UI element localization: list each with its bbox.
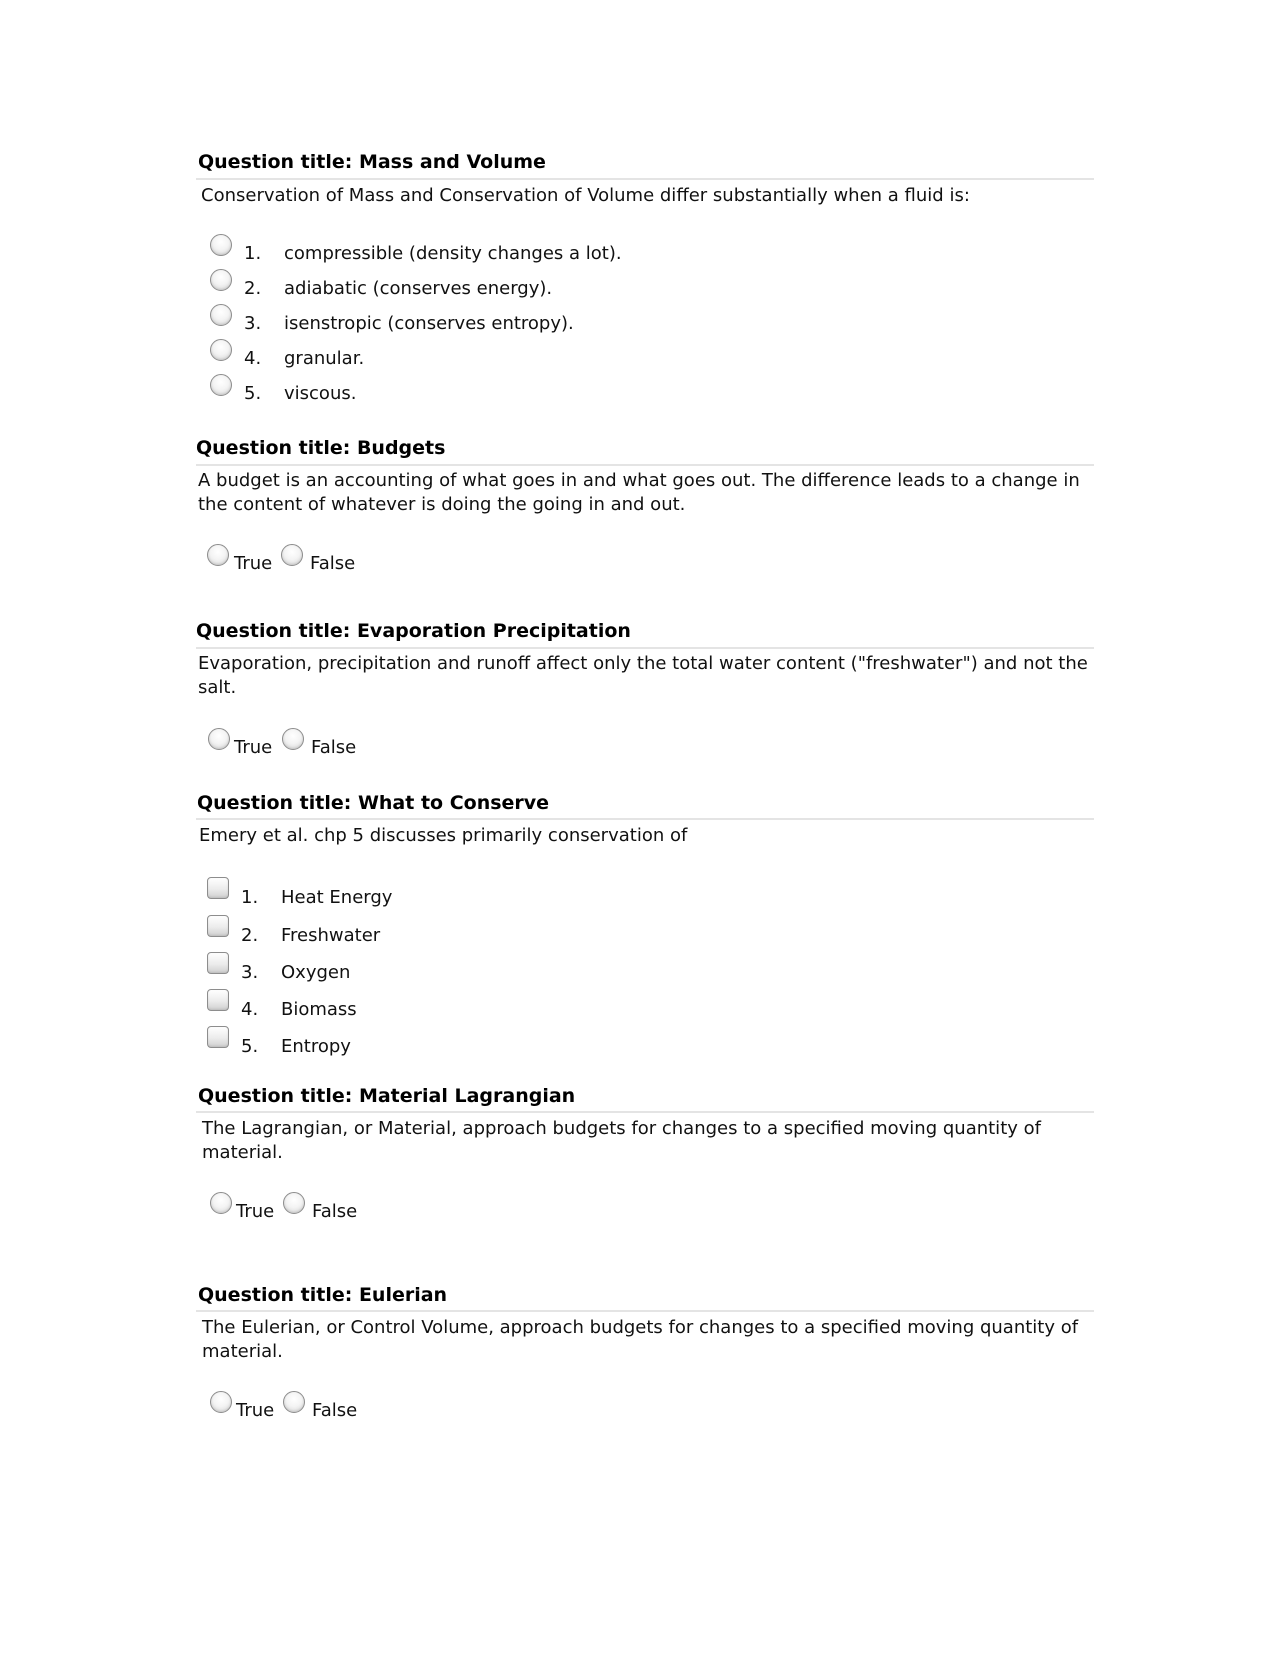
option-label: adiabatic (conserves energy).: [284, 278, 553, 299]
checkbox[interactable]: [207, 1026, 229, 1048]
radio-button[interactable]: [210, 374, 232, 396]
option-label: viscous.: [284, 383, 357, 404]
question-title: Question title: Evaporation Precipitation: [196, 620, 631, 642]
option-number: 4.: [241, 999, 259, 1020]
option-number: 5.: [241, 1036, 259, 1057]
title-divider: [196, 1310, 1094, 1312]
question-title: Question title: Budgets: [196, 437, 446, 459]
false-label: False: [311, 737, 357, 758]
question-text: The Eulerian, or Control Volume, approach budgets for changes to a specified moving quantity of material.: [202, 1317, 1079, 1362]
radio-button[interactable]: [208, 728, 230, 750]
title-divider: [196, 647, 1094, 649]
radio-button[interactable]: [210, 1192, 232, 1214]
true-label: True: [236, 1400, 275, 1421]
option-label: Oxygen: [281, 962, 351, 983]
option-label: Heat Energy: [281, 887, 393, 908]
option-label: Entropy: [281, 1036, 351, 1057]
question-title: Question title: Mass and Volume: [198, 151, 546, 173]
option-number: 4.: [244, 348, 262, 369]
radio-button[interactable]: [210, 1391, 232, 1413]
title-divider: [196, 1111, 1094, 1113]
question-title: Question title: Eulerian: [198, 1284, 448, 1306]
option-number: 2.: [244, 278, 262, 299]
radio-button[interactable]: [283, 1192, 305, 1214]
option-number: 3.: [244, 313, 262, 334]
radio-button[interactable]: [282, 728, 304, 750]
radio-button[interactable]: [210, 234, 232, 256]
false-label: False: [310, 553, 356, 574]
question-text: Emery et al. chp 5 discusses primarily conservation of: [199, 825, 688, 846]
question-title: Question title: Material Lagrangian: [198, 1085, 576, 1107]
option-label: compressible (density changes a lot).: [284, 243, 622, 264]
question-text: Evaporation, precipitation and runoff affect only the total water content ("freshwater") and not the salt.: [198, 653, 1088, 698]
checkbox[interactable]: [207, 952, 229, 974]
question-text: A budget is an accounting of what goes in and what goes out. The difference leads to a change in the content of whatever is doing the going in and out.: [198, 470, 1080, 515]
true-label: True: [234, 737, 273, 758]
option-number: 1.: [244, 243, 262, 264]
radio-button[interactable]: [281, 544, 303, 566]
checkbox[interactable]: [207, 915, 229, 937]
title-divider: [196, 464, 1094, 466]
radio-button[interactable]: [210, 339, 232, 361]
true-label: True: [234, 553, 273, 574]
checkbox[interactable]: [207, 989, 229, 1011]
option-label: isenstropic (conserves entropy).: [284, 313, 574, 334]
radio-button[interactable]: [207, 544, 229, 566]
false-label: False: [312, 1201, 358, 1222]
false-label: False: [312, 1400, 358, 1421]
radio-button[interactable]: [210, 304, 232, 326]
question-text: The Lagrangian, or Material, approach budgets for changes to a specified moving quantity of material.: [202, 1118, 1041, 1163]
radio-button[interactable]: [210, 269, 232, 291]
option-label: granular.: [284, 348, 365, 369]
option-number: 3.: [241, 962, 259, 983]
question-text: Conservation of Mass and Conservation of Volume differ substantially when a fluid is:: [201, 185, 970, 206]
title-divider: [196, 178, 1094, 180]
checkbox[interactable]: [207, 877, 229, 899]
true-label: True: [236, 1201, 275, 1222]
option-number: 1.: [241, 887, 259, 908]
option-number: 2.: [241, 925, 259, 946]
option-label: Biomass: [281, 999, 357, 1020]
option-number: 5.: [244, 383, 262, 404]
question-title: Question title: What to Conserve: [197, 792, 550, 814]
radio-button[interactable]: [283, 1391, 305, 1413]
option-label: Freshwater: [281, 925, 381, 946]
title-divider: [196, 818, 1094, 820]
